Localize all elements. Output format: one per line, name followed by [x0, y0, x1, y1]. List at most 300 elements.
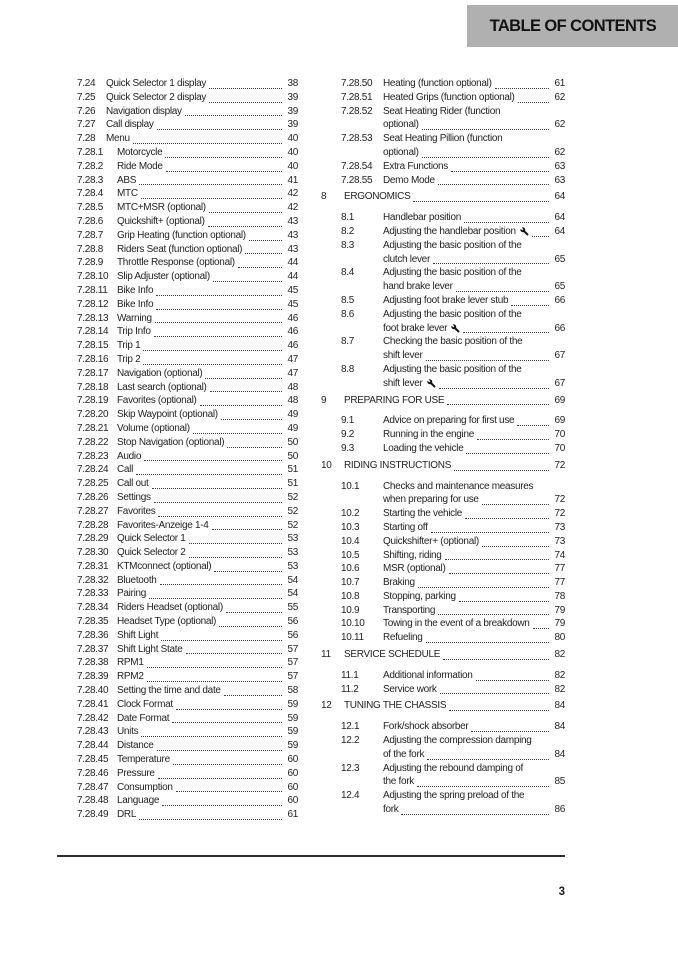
toc-line [117, 367, 298, 381]
toc-page-ref: 69 [554, 415, 565, 427]
toc-line [106, 77, 298, 91]
toc-line [383, 720, 565, 734]
toc-entry-number: 7.27 [77, 119, 96, 131]
toc-page-ref: 67 [554, 377, 565, 389]
toc-entry-number: 11 [321, 649, 331, 661]
toc-line [117, 491, 298, 505]
toc-entry-body [106, 77, 298, 91]
toc-page-ref: 77 [554, 563, 565, 575]
toc-entry-title: Adjusting the basic position of the [383, 308, 522, 320]
toc-entry-title: Quick Selector 1 display [106, 78, 207, 89]
toc-entry-title: Setting the time and date [117, 685, 221, 697]
toc-page-ref: 55 [287, 602, 298, 614]
toc-entry-number: 7.28.54 [341, 160, 373, 172]
dot-leader [152, 488, 282, 489]
dot-leader [166, 171, 282, 172]
page-title: TABLE OF CONTENTS [489, 16, 656, 35]
toc-entry-title: Shift Light [117, 629, 159, 641]
toc-entry-title: Navigation display [106, 105, 182, 117]
toc-column-left [77, 77, 298, 822]
toc-line [117, 229, 298, 243]
toc-entry-row [77, 629, 298, 643]
toc-entry-title: Adjusting the spring preload of the [383, 790, 525, 802]
toc-entry-title: DRL [117, 809, 137, 821]
toc-line [383, 493, 565, 507]
toc-entry-body [383, 683, 565, 697]
toc-entry-body [117, 560, 298, 574]
toc-entry-number: 10.7 [341, 577, 360, 589]
toc-entry-row [321, 308, 565, 336]
toc-entry-row [77, 463, 298, 477]
toc-entry-body [344, 459, 565, 473]
dot-leader [533, 628, 549, 629]
toc-entry-title: Consumption [117, 781, 173, 793]
toc-entry-number: 7.28.43 [77, 726, 109, 738]
toc-entry-number: 7.28.41 [77, 698, 109, 710]
dot-leader [249, 240, 282, 241]
toc-entry-row [321, 549, 565, 563]
toc-entry-number: 7.28.36 [77, 629, 109, 641]
toc-entry-title: Seat Heating Pillion (function [383, 133, 503, 145]
toc-entry-row [77, 229, 298, 243]
toc-entry-row [77, 298, 298, 312]
toc-entry-title: Shifting, riding [383, 549, 442, 561]
toc-entry-row [77, 339, 298, 353]
toc-entry-title: Adjusting the compression damping [383, 735, 532, 747]
toc-entry-body [383, 414, 565, 428]
toc-entry-row [321, 720, 565, 734]
dot-leader [200, 405, 282, 406]
dot-leader [139, 184, 282, 185]
toc-line [117, 767, 298, 781]
toc-entry-number: 10.10 [341, 618, 365, 630]
dot-leader [162, 805, 282, 806]
dot-leader [214, 571, 282, 572]
toc-page-ref: 48 [287, 395, 298, 407]
toc-entry-number: 8.7 [341, 336, 355, 348]
toc-entry-row [77, 505, 298, 519]
toc-line [117, 408, 298, 422]
dot-leader [208, 226, 282, 227]
toc-line [383, 590, 565, 604]
toc-entry-row [321, 683, 565, 697]
dot-leader [471, 731, 549, 732]
toc-entry-row [321, 669, 565, 683]
toc-entry-number: 7.26 [77, 105, 96, 117]
toc-page-ref: 67 [554, 350, 565, 362]
toc-entry-body [117, 215, 298, 229]
toc-entry-body [117, 477, 298, 491]
toc-entry-title: Audio [117, 450, 142, 462]
toc-entry-number: 7.28.13 [77, 312, 109, 324]
toc-entry-title: Adjusting the basic position of the [383, 267, 522, 279]
toc-line [383, 683, 565, 697]
toc-line [117, 698, 298, 712]
toc-page-ref: 44 [287, 257, 298, 269]
dot-leader [221, 419, 282, 420]
toc-entry-title: Loading the vehicle [383, 442, 464, 454]
toc-page-ref: 43 [287, 243, 298, 255]
toc-line [344, 394, 565, 408]
dot-leader [532, 236, 549, 237]
toc-entry-number: 9.2 [341, 429, 355, 441]
toc-section-row [321, 190, 565, 204]
toc-page-ref: 66 [554, 322, 565, 334]
toc-entry-row [77, 712, 298, 726]
toc-entry-row [77, 367, 298, 381]
dot-leader [466, 453, 549, 454]
toc-entry-row [77, 615, 298, 629]
toc-entry-title: Call out [117, 478, 149, 490]
toc-line [383, 775, 565, 789]
toc-entry-row [77, 353, 298, 367]
toc-entry-title: Favorites [117, 505, 156, 517]
toc-entry-row [77, 753, 298, 767]
toc-entry-title: Grip Heating (function optional) [117, 229, 246, 241]
toc-line [383, 349, 565, 363]
toc-entry-title: Settings [117, 491, 151, 503]
dot-leader [158, 516, 282, 517]
toc-line [117, 560, 298, 574]
toc-line [117, 753, 298, 767]
page-number: 3 [558, 886, 565, 898]
toc-page-ref: 60 [287, 795, 298, 807]
toc-entry-body [383, 239, 565, 267]
toc-entry-title: RPM1 [117, 657, 144, 669]
toc-entry-row [77, 656, 298, 670]
toc-entry-number: 8.3 [341, 239, 355, 251]
toc-line [117, 312, 298, 326]
toc-entry-number: 10.3 [341, 521, 360, 533]
dot-leader [143, 350, 282, 351]
toc-entry-body [117, 643, 298, 657]
toc-line [383, 91, 565, 105]
dot-leader [449, 573, 550, 574]
toc-line [117, 519, 298, 533]
dot-leader [133, 143, 282, 144]
toc-entry-number: 8 [321, 191, 327, 203]
toc-entry-body [383, 294, 565, 308]
toc-entry-title: Handlebar position [383, 212, 461, 224]
toc-entry-number: 7.28 [77, 133, 96, 145]
toc-entry-row [77, 77, 298, 91]
toc-entry-body [383, 428, 565, 442]
toc-line [106, 91, 298, 105]
toc-line [383, 748, 565, 762]
toc-line [117, 463, 298, 477]
toc-page-ref: 63 [554, 174, 565, 186]
dot-leader [418, 587, 549, 588]
toc-entry-number: 7.28.48 [77, 795, 109, 807]
toc-line [383, 322, 565, 336]
toc-entry-title: Heated Grips (function optional) [383, 91, 515, 103]
toc-line [344, 190, 565, 204]
toc-entry-body [106, 132, 298, 146]
toc-entry-number: 7.28.47 [77, 781, 109, 793]
dot-leader [209, 102, 282, 103]
toc-page-ref: 50 [287, 450, 298, 462]
toc-entry-body [117, 753, 298, 767]
dot-leader [438, 614, 549, 615]
toc-page-ref: 72 [554, 459, 565, 471]
toc-entry-title: Quickshift+ (optional) [117, 215, 205, 227]
toc-entry-title: Distance [117, 740, 154, 752]
page-header [467, 5, 678, 47]
toc-entry-body [117, 367, 298, 381]
toc-page-ref: 49 [287, 422, 298, 434]
dot-leader [141, 736, 282, 737]
toc-entry-body [344, 190, 565, 204]
toc-entry-number: 7.28.32 [77, 574, 109, 586]
toc-entry-row [321, 762, 565, 790]
toc-entry-body [117, 698, 298, 712]
toc-entry-body [106, 91, 298, 105]
toc-entry-title: Fork/shock absorber [383, 721, 469, 733]
toc-entry-title: Quickshifter+ (optional) [383, 535, 479, 547]
toc-entry-title: Stopping, parking [383, 590, 456, 602]
toc-entry-title: Navigation (optional) [117, 367, 203, 379]
toc-entry-row [321, 576, 565, 590]
dot-leader [401, 814, 549, 815]
dot-leader [193, 433, 282, 434]
toc-line [117, 243, 298, 257]
toc-line [117, 725, 298, 739]
dot-leader [158, 778, 282, 779]
toc-entry-number: 11.1 [341, 669, 359, 681]
toc-entry-body [117, 656, 298, 670]
toc-entry-title: Ride Mode [117, 160, 163, 172]
toc-entry-number: 12 [321, 700, 332, 712]
toc-entry-number: 7.28.30 [77, 547, 109, 559]
toc-page-ref: 79 [554, 604, 565, 616]
toc-entry-title: Refueling [383, 632, 423, 644]
toc-page-ref: 63 [554, 160, 565, 172]
toc-entry-number: 7.28.11 [77, 284, 108, 296]
toc-entry-title: Throttle Response (optional) [117, 257, 235, 269]
dot-leader [160, 584, 282, 585]
toc-entry-body [117, 174, 298, 188]
toc-entry-title: foot brake lever [383, 322, 448, 334]
toc-line [117, 381, 298, 395]
toc-entry-row [77, 381, 298, 395]
toc-line [117, 284, 298, 298]
toc-entry-body [383, 562, 565, 576]
toc-entry-row [77, 491, 298, 505]
toc-entry-number: 7.28.49 [77, 809, 109, 821]
toc-line [117, 146, 298, 160]
toc-entry-title: optional) [383, 146, 419, 158]
toc-entry-title: Pressure [117, 767, 155, 779]
toc-entry-body [383, 308, 565, 336]
toc-entry-body [383, 225, 565, 239]
toc-entry-title: Skip Waypoint (optional) [117, 409, 218, 421]
toc-entry-body [117, 767, 298, 781]
toc-entry-number: 8.1 [341, 212, 355, 224]
toc-entry-body [117, 229, 298, 243]
toc-page-ref: 80 [554, 632, 565, 644]
toc-line [383, 174, 565, 188]
toc-line [383, 211, 565, 225]
dot-leader [157, 750, 282, 751]
dot-leader [227, 447, 282, 448]
dot-leader [143, 364, 282, 365]
toc-entry-row [77, 256, 298, 270]
dot-leader [477, 439, 549, 440]
dot-leader [449, 710, 549, 711]
toc-entry-number: 8.5 [341, 294, 355, 306]
toc-entry-row [77, 243, 298, 257]
toc-page-ref: 74 [554, 549, 565, 561]
toc-line [117, 174, 298, 188]
toc-entry-row [321, 631, 565, 645]
toc-entry-row [321, 91, 565, 105]
toc-line [383, 377, 565, 391]
toc-entry-body [117, 187, 298, 201]
toc-entry-title: Pairing [117, 588, 147, 600]
toc-entry-body [117, 325, 298, 339]
dot-leader [212, 529, 282, 530]
toc-line [383, 253, 565, 267]
dot-leader [422, 157, 549, 158]
dot-leader [245, 253, 282, 254]
toc-entry-number: 7.28.8 [77, 243, 104, 255]
toc-page-ref: 70 [554, 442, 565, 454]
toc-line [383, 576, 565, 590]
toc-line [117, 587, 298, 601]
toc-entry-number: 10.1 [341, 480, 360, 492]
toc-entry-body [117, 243, 298, 257]
toc-entry-row [77, 146, 298, 160]
toc-page-ref: 57 [287, 657, 298, 669]
toc-entry-row [77, 684, 298, 698]
toc-line [106, 105, 298, 119]
toc-entry-row [77, 422, 298, 436]
toc-line [117, 298, 298, 312]
toc-entry-row [77, 643, 298, 657]
toc-entry-title: Riders Headset (optional) [117, 602, 223, 614]
toc-entry-title: Favorites (optional) [117, 395, 197, 407]
toc-page-ref: 64 [554, 212, 565, 224]
toc-entry-row [77, 450, 298, 464]
toc-entry-title: Quick Selector 2 display [106, 91, 207, 103]
toc-entry-title: Adjusting the rebound damping of [383, 762, 523, 774]
toc-entry-title: Adjusting the basic position of the [383, 363, 522, 375]
toc-entry-row [77, 105, 298, 119]
toc-page-ref: 72 [554, 508, 565, 520]
toc-entry-number: 7.28.3 [77, 174, 104, 186]
toc-entry-body [117, 491, 298, 505]
toc-entry-number: 7.28.24 [77, 464, 109, 476]
dot-leader [422, 129, 549, 130]
toc-entry-body [383, 576, 565, 590]
toc-entry-title: Adjusting the handlebar position [383, 225, 516, 237]
toc-entry-row [77, 215, 298, 229]
toc-entry-body [117, 794, 298, 808]
toc-line [117, 394, 298, 408]
toc-entry-row [321, 428, 565, 442]
toc-entry-title: Headset Type (optional) [117, 616, 217, 628]
toc-entry-title: when preparing for use [383, 494, 479, 506]
toc-line [383, 521, 565, 535]
dot-leader [451, 171, 549, 172]
dot-leader [440, 693, 549, 694]
toc-page-ref: 64 [554, 191, 565, 203]
toc-entry-number: 10.5 [341, 549, 360, 561]
dot-leader [427, 759, 549, 760]
toc-entry-number: 9.1 [341, 415, 355, 427]
toc-entry-title: Bike Info [117, 284, 154, 296]
toc-line [117, 670, 298, 684]
toc-entry-row [77, 587, 298, 601]
dot-leader [465, 518, 549, 519]
toc-entry-body [383, 105, 565, 133]
toc-entry-number: 7.28.53 [341, 133, 373, 145]
toc-entry-number: 7.28.4 [77, 188, 104, 200]
toc-page-ref: 54 [287, 588, 298, 600]
toc-entry-row [321, 160, 565, 174]
toc-entry-row [77, 436, 298, 450]
toc-line [383, 803, 565, 817]
toc-entry-row [77, 698, 298, 712]
toc-entry-title: KTMconnect (optional) [117, 560, 212, 572]
toc-entry-number: 7.28.50 [341, 78, 373, 89]
toc-entry-body [117, 587, 298, 601]
toc-section-row [321, 699, 565, 713]
toc-entry-number: 7.28.5 [77, 202, 104, 214]
toc-entry-number: 7.28.16 [77, 353, 109, 365]
toc-entry-row [321, 77, 565, 91]
toc-entry-row [321, 521, 565, 535]
toc-entry-title: Last search (optional) [117, 381, 207, 393]
dot-leader [476, 680, 549, 681]
dot-leader [185, 115, 282, 116]
toc-entry-title: Quick Selector 1 [117, 533, 186, 545]
toc-page-ref: 56 [287, 616, 298, 628]
toc-page-ref: 45 [287, 298, 298, 310]
toc-entry-title: Checks and maintenance measures [383, 480, 534, 492]
toc-entry-number: 7.28.2 [77, 160, 104, 172]
toc-entry-body [117, 353, 298, 367]
toc-entry-body [117, 339, 298, 353]
toc-entry-row [321, 105, 565, 133]
toc-line [383, 414, 565, 428]
dot-leader [518, 102, 549, 103]
toc-entry-title: MTC+MSR (optional) [117, 202, 206, 214]
toc-entry-body [383, 734, 565, 762]
toc-entry-row [321, 734, 565, 762]
toc-page-ref: 39 [287, 91, 298, 103]
toc-entry-title: Running in the engine [383, 429, 475, 441]
dot-leader [139, 819, 282, 820]
toc-page-ref: 53 [287, 560, 298, 572]
dot-leader [447, 404, 549, 405]
dot-leader [439, 388, 550, 389]
toc-entry-body [117, 450, 298, 464]
toc-entry-title: Bike Info [117, 298, 154, 310]
dot-leader [456, 291, 549, 292]
toc-page-ref: 84 [554, 700, 565, 712]
toc-page-ref: 65 [554, 281, 565, 293]
toc-entry-number: 9 [321, 394, 327, 406]
toc-entry-title: Starting off [383, 521, 428, 533]
toc-entry-number: 9.3 [341, 442, 355, 454]
toc-page-ref: 47 [287, 353, 298, 365]
toc-entry-body [117, 615, 298, 629]
toc-page-ref: 70 [554, 429, 565, 441]
toc-entry-title: Seat Heating Rider (function [383, 105, 501, 117]
toc-page-ref: 51 [287, 464, 298, 476]
toc-entry-number: 7.28.12 [77, 298, 109, 310]
